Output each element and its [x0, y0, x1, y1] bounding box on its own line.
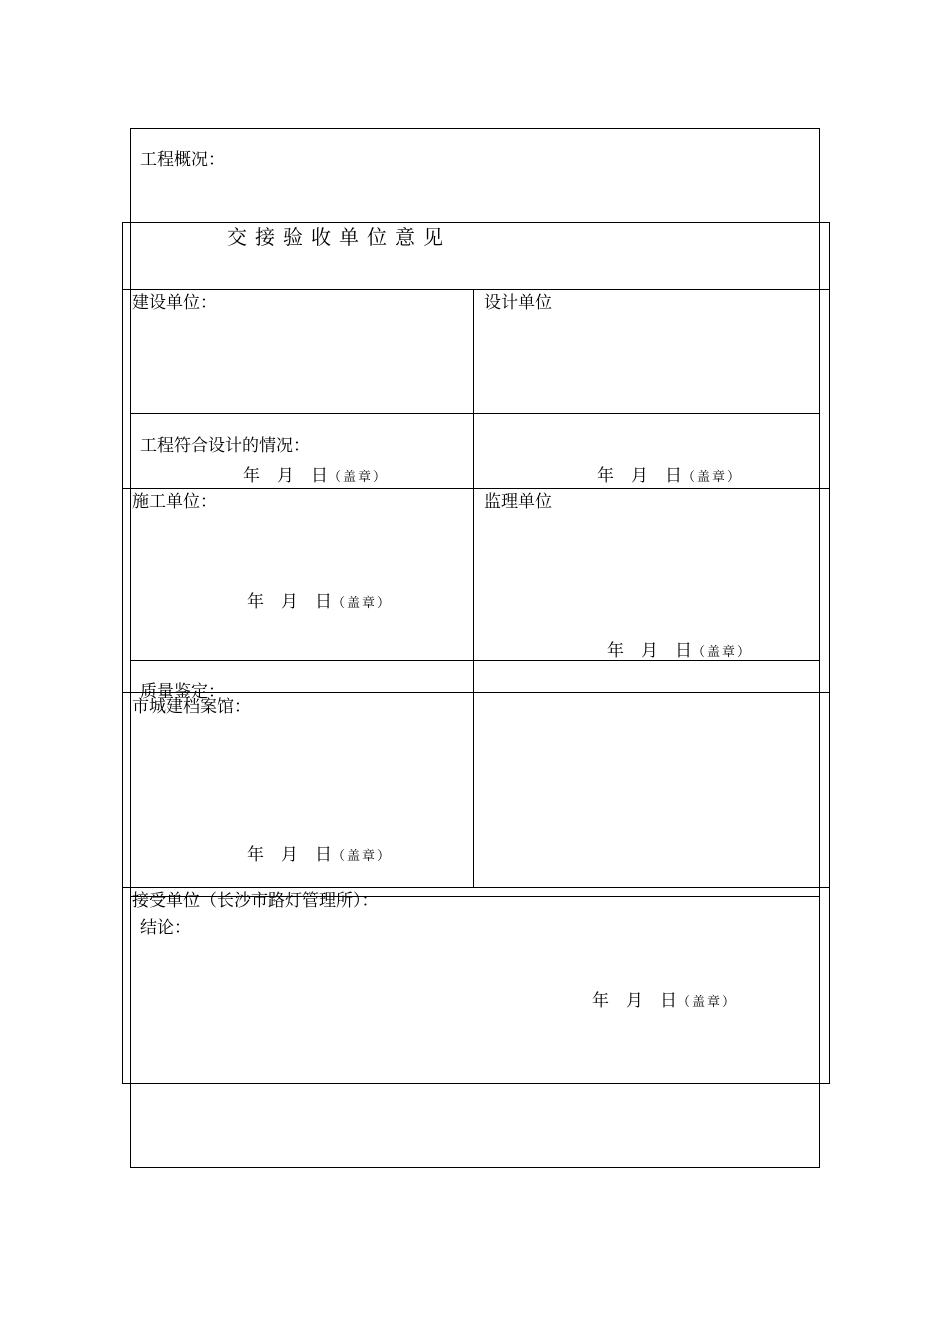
receiver-date [592, 991, 737, 1013]
seal-text: （盖章） [677, 995, 738, 1010]
seal-text: （盖章） [328, 470, 389, 485]
date-text: 年 月 日 [247, 845, 332, 865]
receiver-label: 接受单位（长沙市路灯管理所）： [132, 891, 379, 911]
supervision-unit-label: 监理单位 [484, 492, 552, 512]
seal-text: （盖章） [332, 596, 393, 611]
archive-date [247, 845, 392, 867]
date-text: 年 月 日 [597, 466, 682, 486]
design-unit-date [597, 466, 742, 488]
archive-label: 市城建档案馆： [132, 697, 251, 717]
conclusion-label: 结论： [140, 918, 191, 938]
construction-unit-label: 建设单位： [132, 293, 217, 313]
design-unit-label: 设计单位 [484, 293, 552, 313]
design-compliance-label: 工程符合设计的情况： [140, 436, 310, 456]
inner-row-divider [122, 692, 830, 693]
overview-label: 工程概况： [140, 150, 225, 170]
inner-row-divider [122, 289, 830, 290]
inner-row-divider [122, 887, 830, 888]
date-text: 年 月 日 [607, 641, 692, 661]
quality-label: 质量鉴定： [140, 682, 225, 702]
builder-unit-date [247, 592, 392, 614]
seal-text: （盖章） [692, 645, 753, 660]
form-title: 交接验收单位意见 [227, 225, 451, 249]
date-text: 年 月 日 [243, 466, 328, 486]
inner-column-divider [473, 289, 474, 888]
seal-text: （盖章） [682, 470, 743, 485]
builder-unit-label: 施工单位： [132, 492, 217, 512]
seal-text: （盖章） [332, 849, 393, 864]
date-text: 年 月 日 [592, 991, 677, 1011]
inner-row-divider [122, 488, 830, 489]
construction-unit-date [243, 466, 388, 488]
date-text: 年 月 日 [247, 592, 332, 612]
supervision-unit-date [607, 641, 752, 663]
